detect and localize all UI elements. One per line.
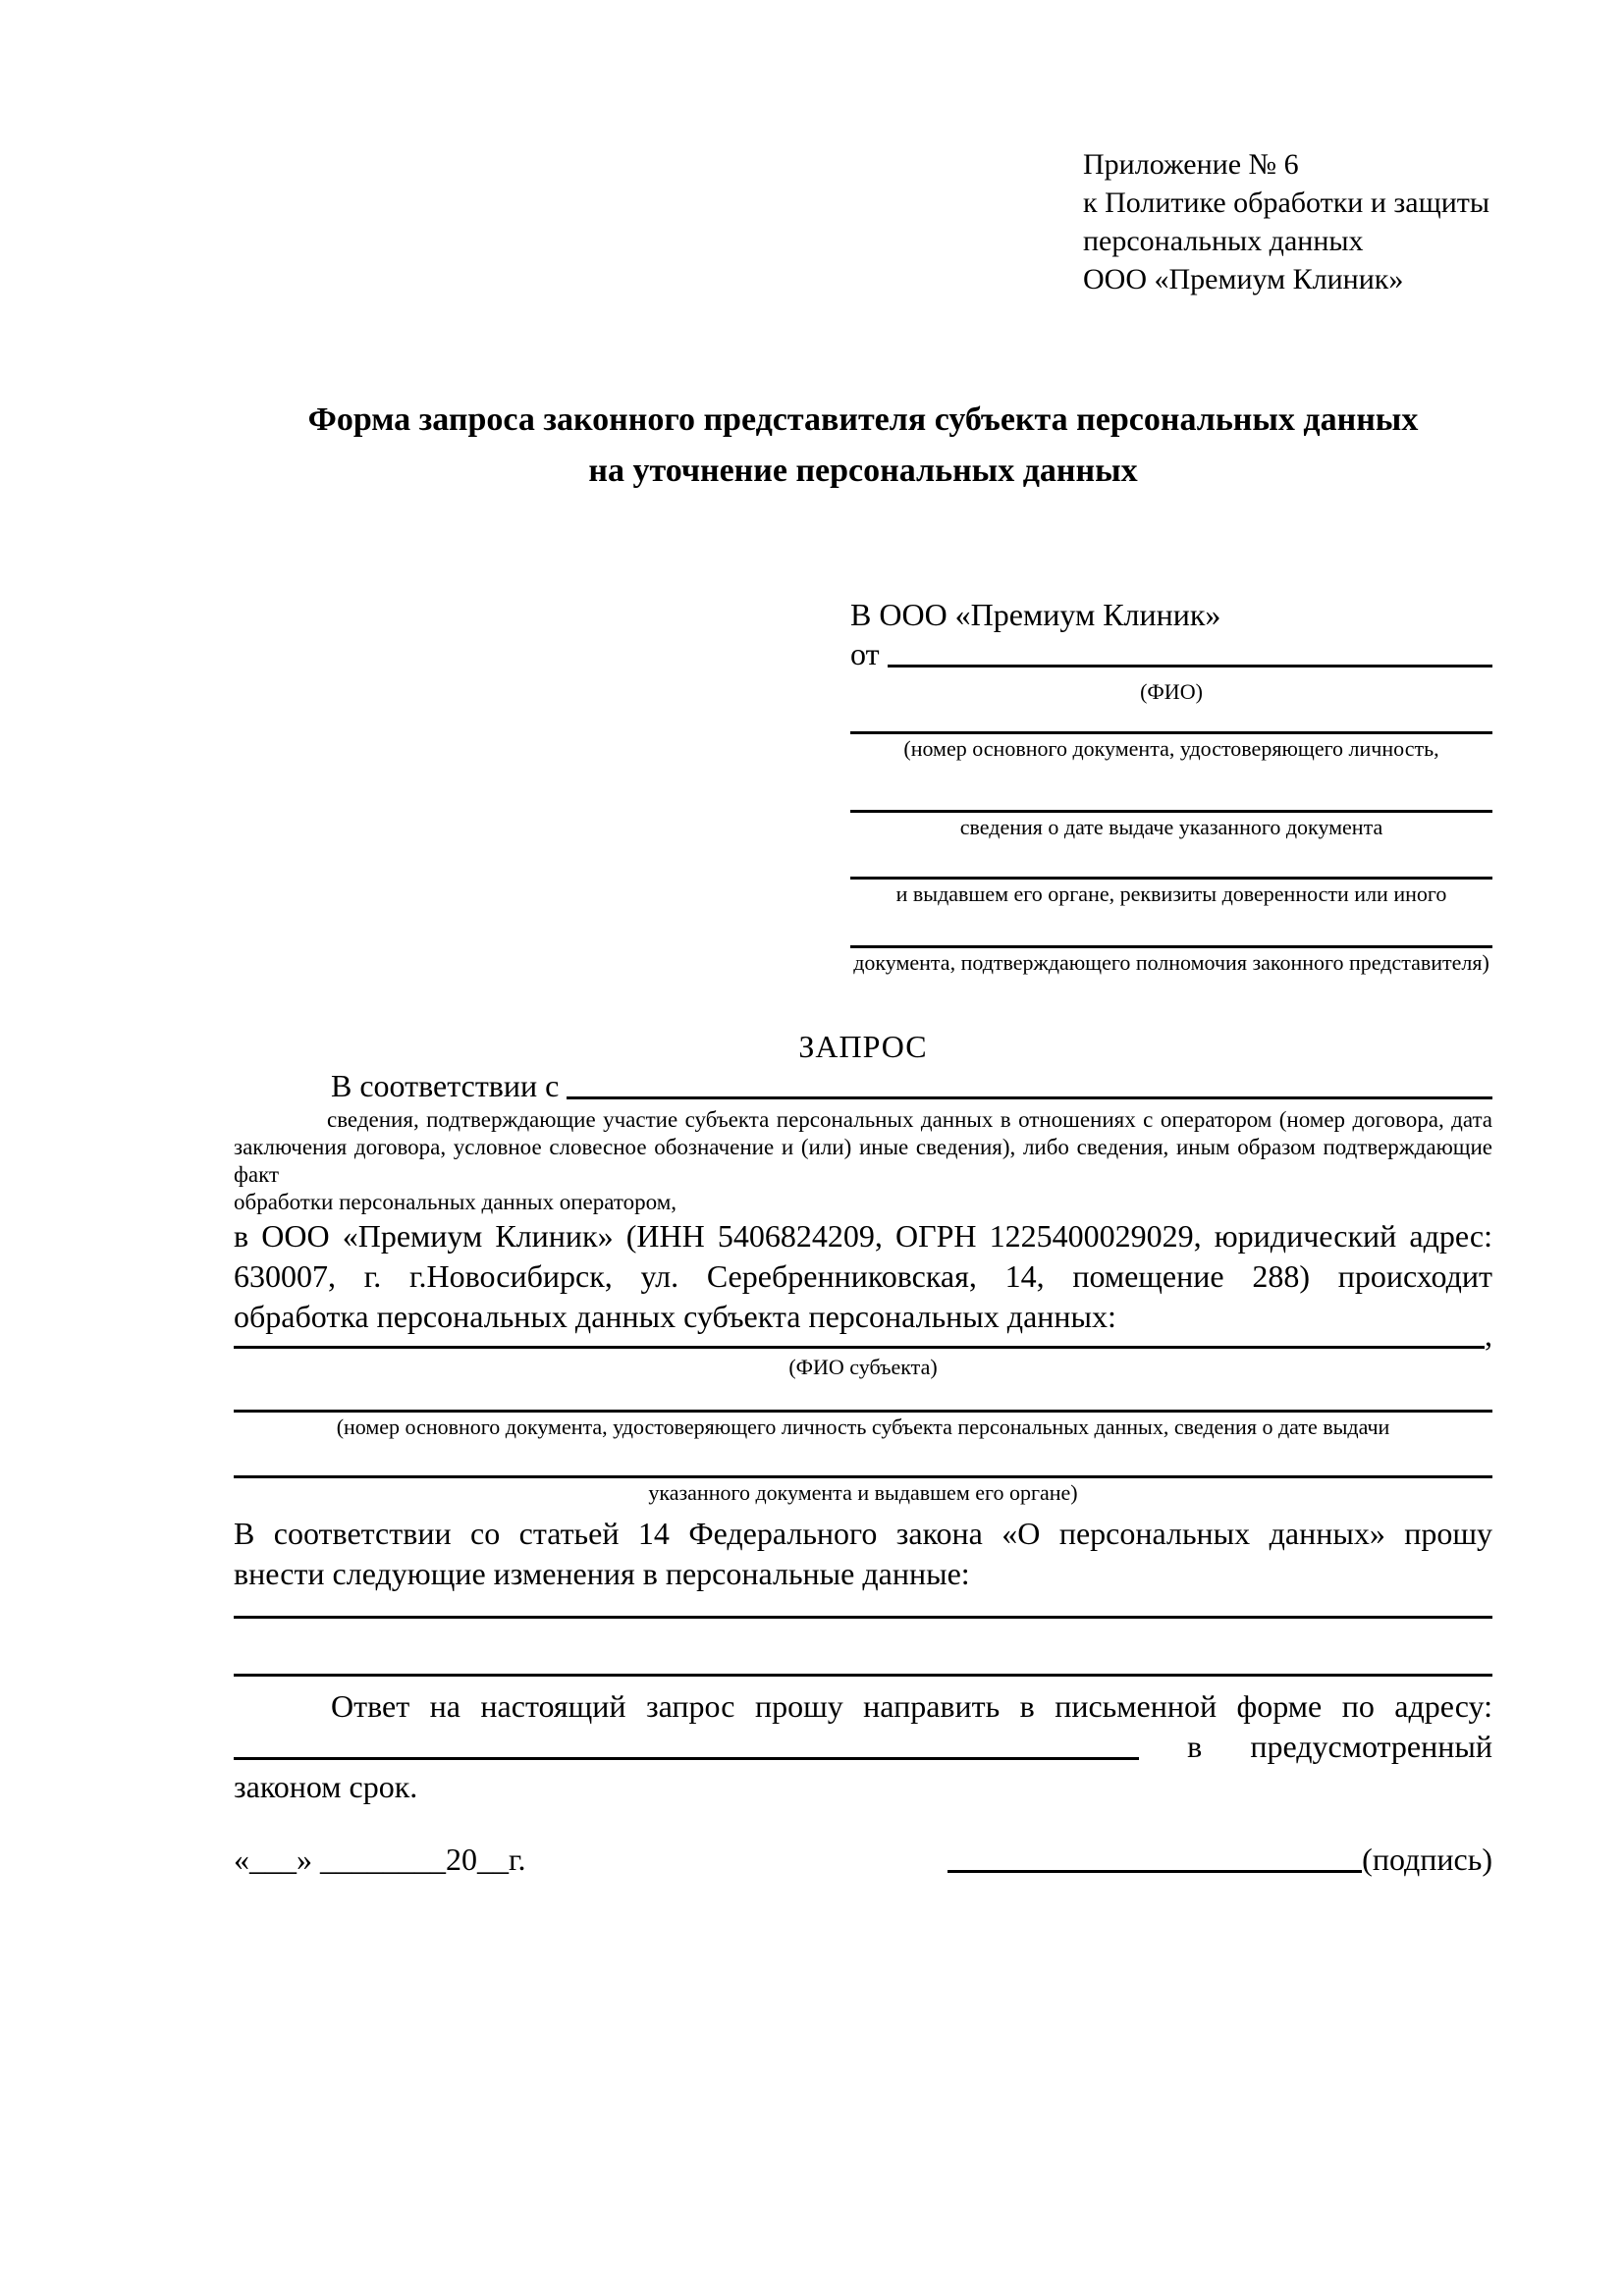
according-prefix: В соответствии с (331, 1068, 560, 1103)
addressee-organization: В ООО «Премиум Клиник» (850, 597, 1221, 632)
blank-caption-row (850, 850, 1492, 907)
answer-line: законом срок. (234, 1769, 418, 1804)
title-line: Форма запроса законного представителя субъекта персональных данных (307, 401, 1419, 438)
intro-note-line: заключения договора, условное словесное обозначение и (или) иные сведения), либо сведения, иным образом подтверждающие факт (234, 1135, 1492, 1187)
address-blank-line (234, 1756, 1139, 1760)
intro-note-line: обработки персональных данных оператором, (234, 1190, 677, 1214)
blank-line (234, 1594, 1492, 1619)
fio-subject-comma: , (1485, 1317, 1492, 1353)
blank-line (234, 1383, 1492, 1413)
title-line: на уточнение персональных данных (588, 453, 1138, 489)
blank-line-caption: документа, подтверждающего полномочия законного представителя) (853, 950, 1489, 975)
from-row (850, 634, 1492, 673)
operator-line: обработка персональных данных субъекта персональных данных: (234, 1299, 1116, 1334)
from-label: от (850, 636, 880, 671)
answer-paragraph (234, 1686, 1492, 1807)
blank-line (850, 783, 1492, 813)
blank-caption-row (234, 1449, 1492, 1506)
answer-address-row (234, 1727, 1492, 1767)
signature-blank-line (947, 1870, 1362, 1873)
page-title (234, 395, 1492, 497)
blank-line-caption: (номер основного документа, удостоверяющего личность субъекта персональных данных, сведения о дате выдачи (336, 1415, 1390, 1439)
operator-line: в ООО «Премиум Клиник» (ИНН 5406824209, ОГРН 1225400029029, юридический адрес: (234, 1218, 1492, 1254)
appendix-line: персональных данных (1083, 225, 1364, 257)
appendix-block (1083, 145, 1492, 298)
appendix-line: к Политике обработки и защиты (1083, 187, 1490, 219)
article-line: В соответствии со статьей 14 Федерального закона «О персональных данных» прошу (234, 1516, 1492, 1551)
addressee-block (850, 595, 1492, 976)
blank-line (234, 1619, 1492, 1677)
appendix-line: Приложение № 6 (1083, 148, 1299, 181)
appendix-line: ООО «Премиум Клиник» (1083, 263, 1404, 295)
date-blank: «___» ________20__г. (234, 1842, 526, 1877)
answer-word: в (1187, 1729, 1203, 1764)
answer-line: Ответ на настоящий запрос прошу направить в письменной форме по адресу: (331, 1688, 1492, 1724)
blank-line (850, 705, 1492, 734)
according-blank-line (567, 1096, 1492, 1099)
blank-line (850, 919, 1492, 948)
signature-group (947, 1840, 1492, 1879)
blank-line (850, 850, 1492, 880)
blank-line-caption: указанного документа и выдавшем его органе) (648, 1480, 1078, 1505)
blank-caption-row (234, 1383, 1492, 1440)
request-heading: ЗАПРОС (798, 1029, 928, 1064)
intro-note (234, 1106, 1492, 1216)
article-line: внести следующие изменения в персональные данные: (234, 1556, 970, 1591)
blank-line-caption: и выдавшем его органе, реквизиты доверенности или иного (895, 881, 1447, 906)
operator-line: 630007, г. г.Новосибирск, ул. Серебренниковская, 14, помещение 288) происходит (234, 1258, 1492, 1294)
intro-note-line: сведения, подтверждающие участие субъекта персональных данных в отношениях с оператором (номер договора, дата (327, 1107, 1492, 1132)
blank-caption-row (850, 783, 1492, 840)
footer-row (234, 1840, 1492, 1879)
blank-caption-row (850, 919, 1492, 976)
blank-caption-row (850, 705, 1492, 762)
according-row (234, 1066, 1492, 1106)
document-content (234, 0, 1492, 1879)
answer-word: предусмотренный (1250, 1729, 1492, 1764)
blank-line-caption: сведения о дате выдаче указанного документа (959, 815, 1383, 839)
article-paragraph (234, 1514, 1492, 1594)
signature-caption: (подпись) (1362, 1842, 1492, 1877)
fio-subject-blank-line (234, 1346, 1485, 1349)
fio-subject-caption: (ФИО субъекта) (788, 1355, 938, 1379)
blank-line (234, 1449, 1492, 1478)
fio-caption: (ФИО) (1140, 679, 1203, 704)
fio-blank-line (888, 665, 1492, 667)
blank-line-caption: (номер основного документа, удостоверяющего личность, (903, 736, 1439, 761)
